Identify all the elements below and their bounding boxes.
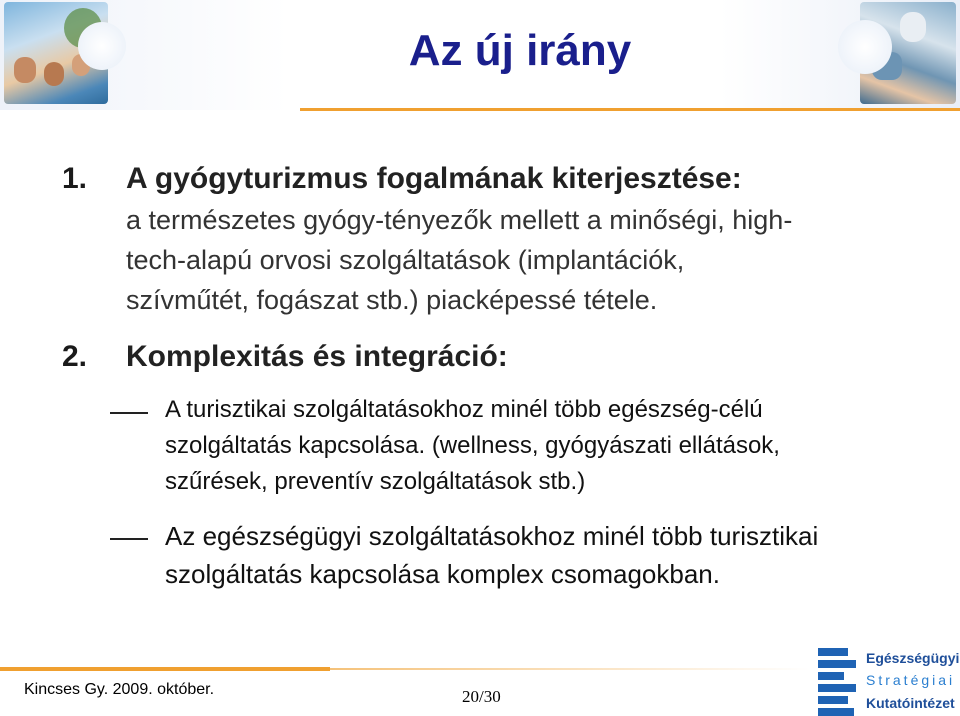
decor-circle bbox=[78, 22, 126, 70]
subitem-line: szolgáltatás kapcsolása komplex csomagokban. bbox=[165, 559, 720, 589]
person-shape bbox=[44, 62, 64, 86]
person-shape bbox=[14, 57, 36, 83]
logo-text: Stratégiai bbox=[866, 672, 956, 688]
logo-text: Kutatóintézet bbox=[866, 695, 955, 711]
item-number-2: 2. bbox=[62, 340, 88, 373]
page-number: 20/30 bbox=[462, 687, 501, 706]
decor-circle bbox=[838, 20, 892, 74]
item-body-line: szívműtét, fogászat stb.) piacképessé tétele. bbox=[126, 285, 658, 315]
logo-bars-icon bbox=[818, 646, 858, 716]
logo-text: Egészségügyi bbox=[866, 650, 960, 666]
footer-divider bbox=[0, 667, 330, 671]
divider-line bbox=[300, 108, 960, 111]
item-body-line: a természetes gyógy-tényezők mellett a minőségi, high- bbox=[126, 205, 793, 235]
subitem-line: szűrések, preventív szolgáltatások stb.) bbox=[165, 468, 586, 495]
dash-bullet bbox=[110, 412, 148, 414]
footer-author: Kincses Gy. 2009. október. bbox=[24, 681, 215, 698]
slide-title: Az új irány bbox=[408, 26, 632, 75]
surgeon-shape bbox=[900, 12, 926, 42]
subitem-line: A turisztikai szolgáltatásokhoz minél több egészség-célú bbox=[165, 396, 763, 423]
subitem-line: szolgáltatás kapcsolása. (wellness, gyógyászati ellátások, bbox=[165, 432, 780, 459]
item-heading-2: Komplexitás és integráció: bbox=[126, 340, 508, 373]
institute-logo bbox=[818, 646, 960, 716]
dash-bullet bbox=[110, 538, 148, 540]
item-number-1: 1. bbox=[62, 162, 88, 195]
item-body-line: tech-alapú orvosi szolgáltatások (implantációk, bbox=[126, 245, 685, 275]
footer-divider-fade bbox=[330, 668, 810, 670]
subitem-line: Az egészségügyi szolgáltatásokhoz minél több turisztikai bbox=[165, 521, 819, 551]
item-heading-1: A gyógyturizmus fogalmának kiterjesztése: bbox=[126, 162, 742, 195]
